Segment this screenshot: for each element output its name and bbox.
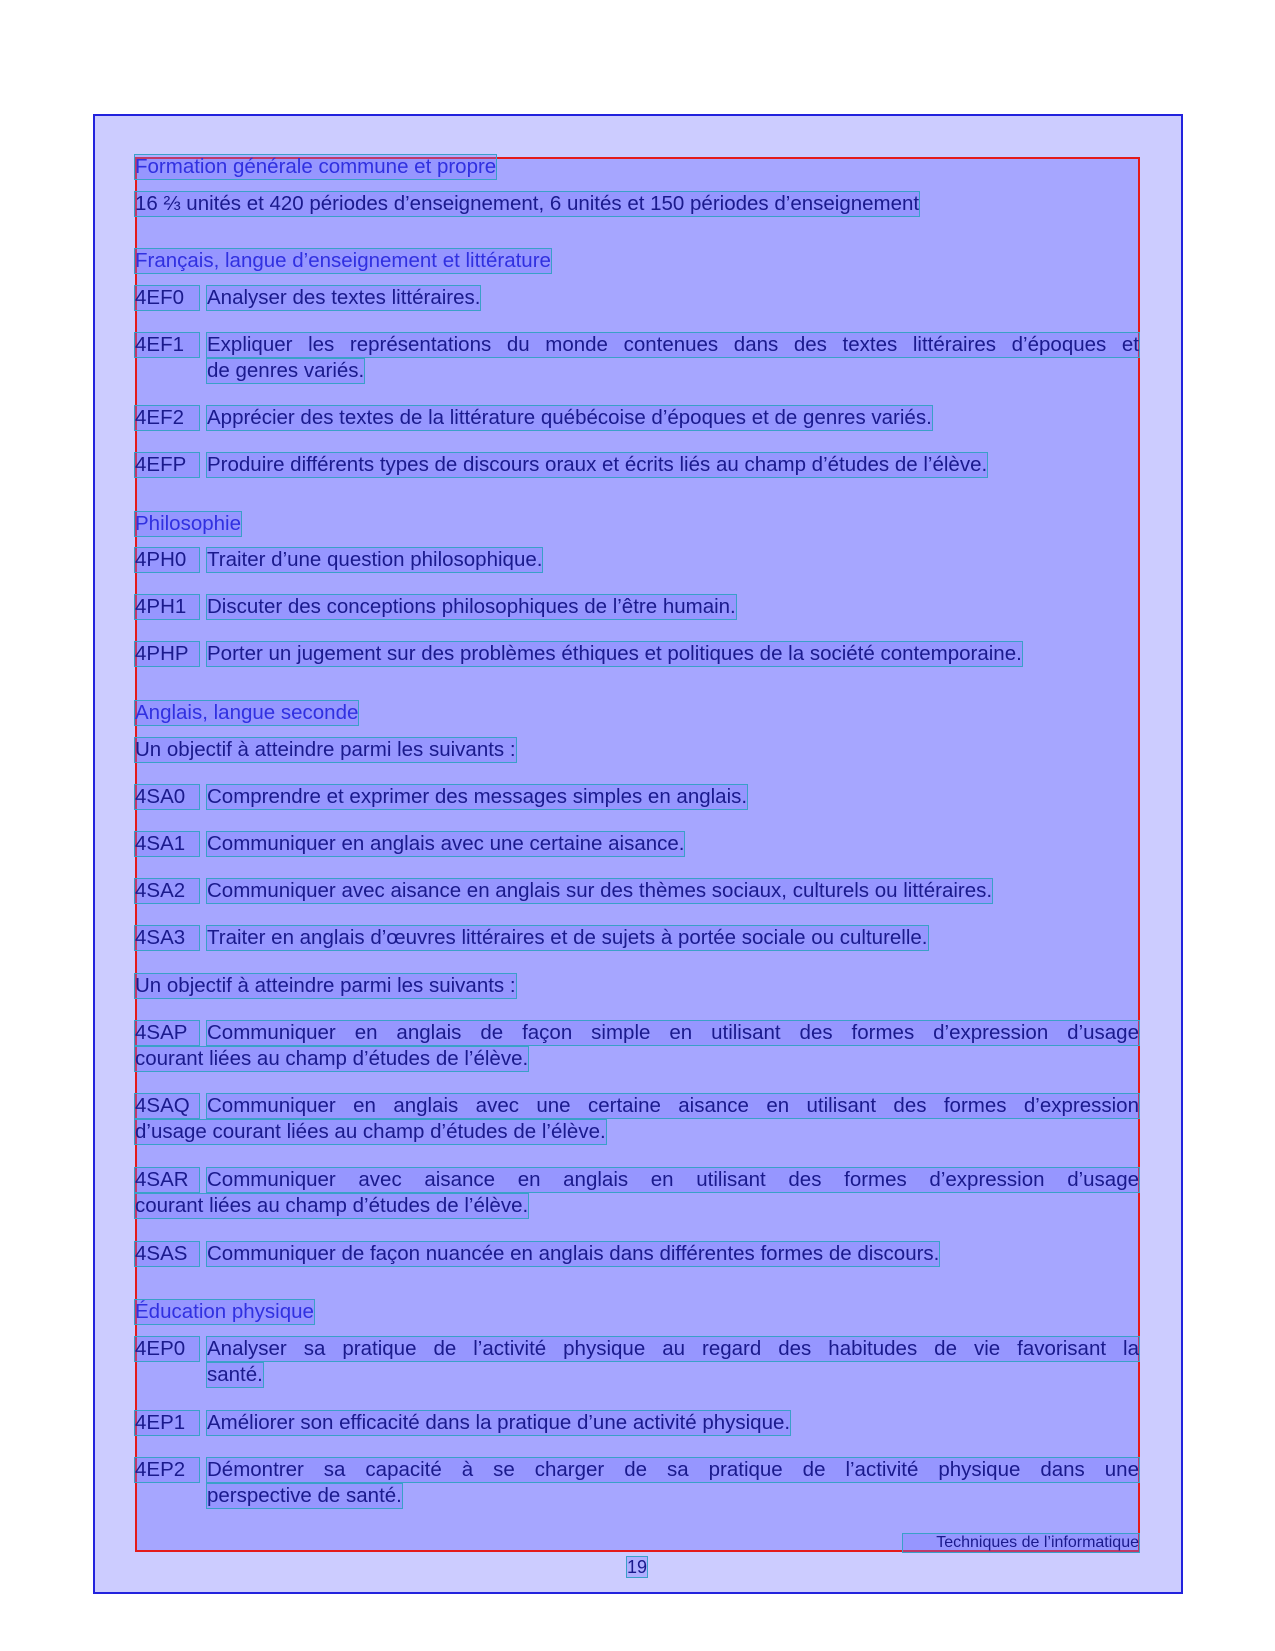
course-code: 4SAQ — [135, 1094, 199, 1118]
course-objective: Démontrer sa capacité à se charger de sa pratique de l’activité physique dans une — [207, 1458, 1139, 1481]
course-objective: Porter un jugement sur des problèmes éthiques et politiques de la société contemporaine. — [207, 642, 1022, 665]
course-objective: Traiter d’une question philosophique. — [207, 548, 543, 571]
heading-francais: Français, langue d’enseignement et littérature — [135, 249, 551, 272]
course-objective-cont: perspective de santé. — [207, 1484, 402, 1507]
course-code: 4EFP — [135, 453, 199, 477]
course-objective: Communiquer avec aisance en anglais en utilisant des formes d’expression d’usage — [207, 1168, 1139, 1191]
course-code: 4PH1 — [135, 595, 199, 619]
course-code: 4PHP — [135, 642, 199, 666]
course-code: 4EF1 — [135, 333, 199, 357]
course-code: 4SA3 — [135, 926, 199, 950]
course-objective: Traiter en anglais d’œuvres littéraires et de sujets à portée sociale ou culturelle. — [207, 926, 928, 949]
heading-education-physique: Éducation physique — [135, 1300, 314, 1323]
page-number: 19 — [627, 1557, 648, 1577]
course-objective: Communiquer en anglais de façon simple en utilisant des formes d’expression d’usage — [207, 1021, 1139, 1044]
intro-text: Un objectif à atteindre parmi les suivants : — [135, 738, 516, 761]
section-title: Formation générale commune et propre — [135, 155, 497, 178]
course-code: 4SAR — [135, 1168, 199, 1192]
course-objective-cont: d’usage courant liées au champ d’études de l’élève. — [135, 1120, 606, 1143]
course-code: 4EP0 — [135, 1337, 199, 1361]
course-objective-cont: courant liées au champ d’études de l’élève. — [135, 1047, 529, 1070]
course-code: 4EF0 — [135, 286, 199, 310]
course-objective: Communiquer de façon nuancée en anglais dans différentes formes de discours. — [207, 1242, 940, 1265]
course-code: 4SA1 — [135, 832, 199, 856]
course-code: 4EP2 — [135, 1458, 199, 1482]
intro-text: Un objectif à atteindre parmi les suivants : — [135, 974, 516, 997]
course-code: 4SA2 — [135, 879, 199, 903]
course-objective-cont: courant liées au champ d’études de l’élève. — [135, 1194, 529, 1217]
course-objective: Améliorer son efficacité dans la pratique d’une activité physique. — [207, 1411, 791, 1434]
course-objective: Produire différents types de discours oraux et écrits liés au champ d’études de l’élève. — [207, 453, 988, 476]
course-code: 4SAP — [135, 1021, 199, 1045]
course-code: 4EF2 — [135, 406, 199, 430]
course-objective: Apprécier des textes de la littérature québécoise d’époques et de genres variés. — [207, 406, 932, 429]
heading-philosophie: Philosophie — [135, 512, 241, 535]
course-objective: Communiquer avec aisance en anglais sur des thèmes sociaux, culturels ou littéraires. — [207, 879, 993, 902]
section-units: 16 ⅔ unités et 420 périodes d’enseignement, 6 unités et 150 périodes d’enseignement — [135, 192, 920, 215]
course-objective: Expliquer les représentations du monde contenues dans des textes littéraires d’époques et — [207, 333, 1139, 356]
course-code: 4EP1 — [135, 1411, 199, 1435]
course-code: 4PH0 — [135, 548, 199, 572]
course-objective: Communiquer en anglais avec une certaine aisance. — [207, 832, 685, 855]
course-objective: Communiquer en anglais avec une certaine aisance en utilisant des formes d’expression — [207, 1094, 1139, 1117]
course-code: 4SAS — [135, 1242, 199, 1266]
heading-anglais: Anglais, langue seconde — [135, 701, 359, 724]
footer-program-title: Techniques de l’informatique — [903, 1534, 1139, 1552]
course-objective-cont: de genres variés. — [207, 359, 365, 382]
course-objective: Comprendre et exprimer des messages simples en anglais. — [207, 785, 748, 808]
course-objective: Discuter des conceptions philosophiques de l’être humain. — [207, 595, 736, 618]
course-objective-cont: santé. — [207, 1363, 263, 1386]
course-code: 4SA0 — [135, 785, 199, 809]
course-objective: Analyser des textes littéraires. — [207, 286, 481, 309]
course-objective: Analyser sa pratique de l’activité physique au regard des habitudes de vie favorisant la — [207, 1337, 1139, 1360]
